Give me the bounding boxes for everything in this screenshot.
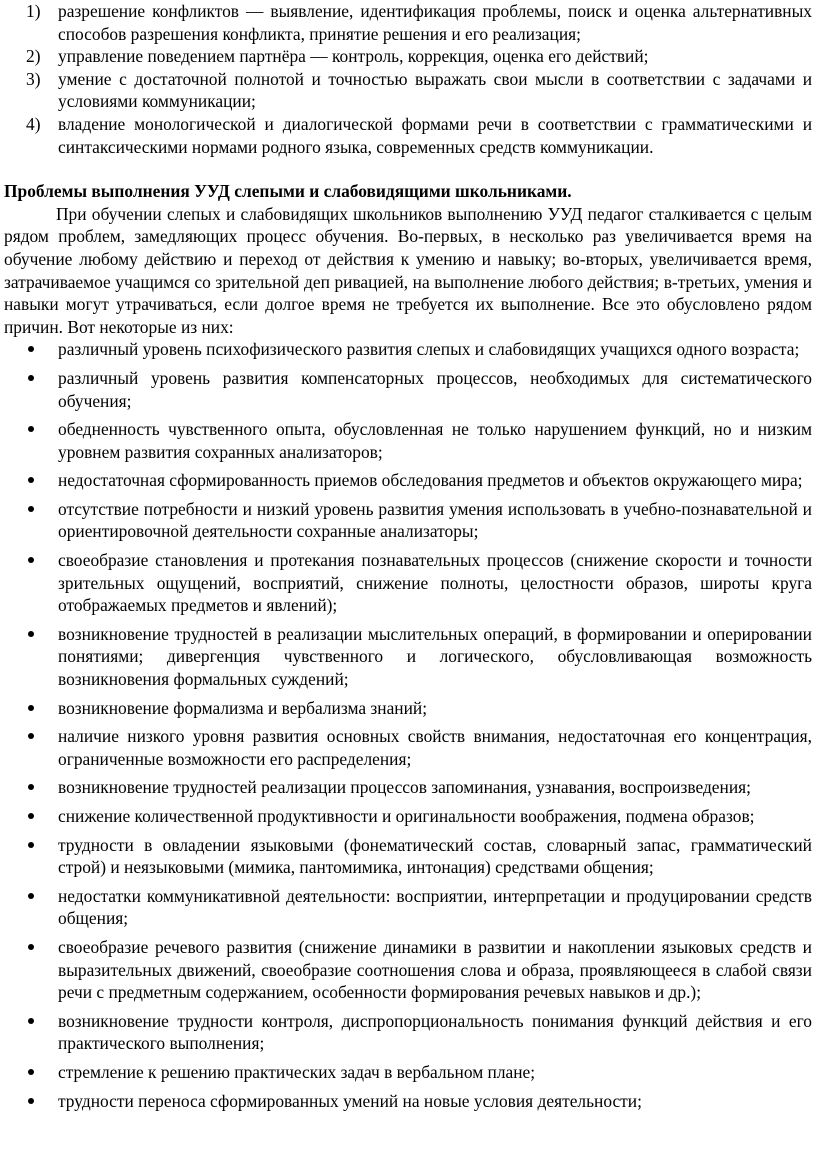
reasons-bullet-list [0, 338, 816, 1112]
bullet-item [0, 805, 816, 828]
bullet-item [0, 549, 816, 617]
bullet-text: стремление к решению практических задач в вербальном плане; [58, 1061, 536, 1082]
bullet-item [0, 469, 816, 492]
bullet-icon [28, 631, 34, 637]
bullet-icon [28, 842, 34, 848]
bullet-item [0, 834, 816, 879]
bullet-icon [28, 705, 34, 711]
bullet-item [0, 1010, 816, 1055]
section-intro-paragraph: При обучении слепых и слабовидящих школьников выполнению УУД педагог сталкивается с целым рядом проблем, замедляющих процесс обучения. Во-первых, в несколько раз увеличивается время на обучение любому действию и переход от действия к умению и навыку; во-вторых, увеличивается время, затрачиваемое учащимся со зрительной деп ривацией, на выполнение любого действия; в-третьих, умения и навыки могут утрачиваться, если долгое время не требуется их выполнение. Все это обусловлено рядом причин. Вот некоторые из них: [4, 203, 812, 337]
item-text: умение с достаточной полнотой и точностью выражать свои мысли в соответствии с задачами и условиями коммуникации; [58, 68, 812, 112]
bullet-item [0, 1090, 816, 1113]
bullet-text: наличие низкого уровня развития основных свойств внимания, недостаточная его концентрация, ограниченные возможности его распределения; [58, 726, 812, 769]
bullet-text: возникновение формализма и вербализма знаний; [58, 697, 428, 718]
bullet-text: своеобразие речевого развития (снижение динамики в развитии и накоплении языковых средств и выразительных движений, своеобразие соотношения слова и образа, проявляющееся в слабой связи речи с предметным содержанием, особенности формирования речевых навыков и др.); [58, 936, 812, 1003]
bullet-item [0, 697, 816, 720]
bullet-text: отсутствие потребности и низкий уровень развития умения использовать в учебно-познавательной и ориентировочной деятельности сохранные анализаторы; [58, 498, 812, 542]
bullet-icon [28, 1098, 34, 1104]
numbered-item [0, 0, 816, 45]
bullet-text: недостаточная сформированность приемов обследования предметов и объектов окружающего мира; [58, 470, 803, 491]
bullet-icon [28, 784, 34, 790]
bullet-item [0, 623, 816, 691]
bullet-text: возникновение трудностей реализации процессов запоминания, узнавания, воспроизведения; [58, 777, 751, 798]
bullet-item [0, 418, 816, 463]
bullet-item [0, 936, 816, 1004]
bullet-text: снижение количественной продуктивности и оригинальности воображения, подмена образов; [58, 806, 755, 826]
bullet-icon [28, 375, 34, 381]
bullet-icon [28, 477, 34, 483]
bullet-icon [28, 346, 34, 352]
bullet-text: различный уровень развития компенсаторных процессов, необходимых для систематического обучения; [58, 367, 812, 411]
bullet-icon [28, 813, 34, 819]
bullet-icon [28, 506, 34, 512]
item-text: владение монологической и диалогической формами речи в соответствии с грамматическими и синтаксическими нормами родного языка, современных средств коммуникации. [58, 113, 812, 157]
numbered-item [0, 68, 816, 113]
bullet-text: трудности переноса сформированных умений на новые условия деятельности; [58, 1090, 642, 1111]
bullet-text: возникновение трудностей в реализации мыслительных операций, в формировании и оперировании понятиями; дивергенция чувственного и логического, обусловливающая возможность возникновения формальных суждений; [58, 623, 812, 690]
bullet-text: своеобразие становления и протекания познавательных процессов (снижение скорости и точности зрительных ощущений, восприятий, снижение полноты, целостности образов, широты круга отображаемых предметов и явлений); [58, 550, 812, 616]
bullet-text: недостатки коммуникативной деятельности: восприятии, интерпретации и продуцировании средств общения; [58, 885, 812, 929]
bullet-item [0, 885, 816, 930]
bullet-item [0, 338, 816, 361]
item-number: 2) [26, 46, 41, 67]
bullet-text: трудности в овладении языковыми (фонематический состав, словарный запас, грамматический строй) и неязыковыми (мимика, пантомимика, интонация) средствами общения; [58, 834, 812, 878]
bullet-item [0, 367, 816, 412]
item-number: 4) [26, 113, 41, 134]
numbered-item [0, 113, 816, 158]
item-text: разрешение конфликтов — выявление, идентификация проблемы, поиск и оценка альтернативных способов разрешения конфликта, принятие решения и его реализация; [58, 1, 812, 44]
bullet-text: возникновение трудности контроля, диспропорциональность понимания функций действия и его практического выполнения; [58, 1010, 812, 1054]
bullet-icon [28, 733, 34, 739]
numbered-item [0, 45, 816, 68]
item-text: управление поведением партнёра — контроль, коррекция, оценка его действий; [58, 46, 649, 67]
item-number: 1) [26, 1, 41, 21]
section-heading: Проблемы выполнения УУД слепыми и слабовидящими школьниками. [4, 181, 572, 202]
bullet-icon [28, 1018, 34, 1024]
bullet-icon [28, 1069, 34, 1075]
bullet-item [0, 725, 816, 770]
bullet-text: обедненность чувственного опыта, обусловленная не только нарушением функций, но и низким уровнем развития сохранных анализаторов; [58, 419, 812, 462]
item-number: 3) [26, 68, 41, 89]
bullet-text: различный уровень психофизического развития слепых и слабовидящих учащихся одного возраста; [58, 339, 800, 360]
bullet-item [0, 776, 816, 799]
bullet-icon [28, 944, 34, 950]
bullet-icon [28, 426, 34, 432]
bullet-icon [28, 893, 34, 899]
skills-numbered-list [0, 0, 816, 158]
bullet-icon [28, 557, 34, 563]
bullet-item [0, 1061, 816, 1084]
bullet-item [0, 498, 816, 543]
